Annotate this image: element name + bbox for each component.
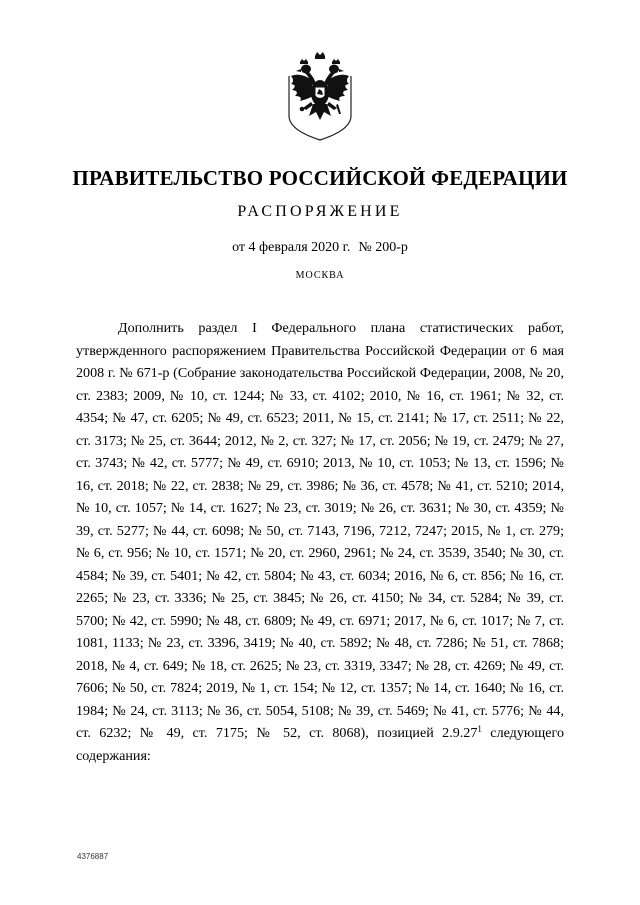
document-id: 4376887 [77,852,109,861]
document-type-heading: РАСПОРЯЖЕНИЕ [237,203,403,220]
position-superscript: 1 [477,724,482,734]
government-title: ПРАВИТЕЛЬСТВО РОССИЙСКОЙ ФЕДЕРАЦИИ [72,166,568,190]
document-date-line [0,240,640,256]
document-number: № 200-р [358,240,408,255]
double-headed-eagle-coat-of-arms-icon [286,50,354,142]
body-paragraph [76,317,564,767]
document-date: от 4 февраля 2020 г. [232,240,351,255]
document-city: МОСКВА [295,270,345,281]
body-paragraph-ending: следующего содержания: [76,725,564,764]
body-paragraph-text: Дополнить раздел I Федерального плана статистических работ, утвержденного распоряжением Правительства Российской Федерации от 6 мая 2008 г. № 671-р (Собрание законодательства Российской Федерации, 2008, № 20, ст. 2383; 2009, № 10, ст. 1244; № 33, ст. 4102; 2010, № 16, ст. 1961; № 32, ст. 4354; № 47, ст. 6205; № 49, ст. 6523; 2011, № 15, ст. 2141; № 17, ст. 2511; № 22, ст. 3173; № 25, ст. 3644; 2012, № 2, ст. 327; № 17, ст. 2056; № 19, ст. 2479; № 27, ст. 3743; № 42, ст. 5777; № 49, ст. 6910; 2013, № 10, ст. 1053; № 13, ст. 1596; № 16, ст. 2018; № 22, ст. 2838; № 29, ст. 3986; № 36, ст. 4578; № 41, ст. 5210; 2014, № 10, ст. 1057; № 14, ст. 1627; № 23, ст. 3019; № 26, ст. 3631; № 30, ст. 4359; № 39, ст. 5277; № 44, ст. 6098; № 50, ст. 7143, 7196, 7212, 7247; 2015, № 1, ст. 279; № 6, ст. 956; № 10, ст. 1571; № 20, ст. 2960, 2961; № 24, ст. 3539, 3540; № 30, ст. 4584; № 39, ст. 5401; № 42, ст. 5804; № 43, ст. 6034; 2016, № 6, ст. 856; № 16, ст. 2265; № 23, ст. 3336; № 25, ст. 3845; № 26, ст. 4150; № 34, ст. 5284; № 39, ст. 5700; № 42, ст. 5990; № 48, ст. 6809; № 49, ст. 6971; 2017, № 6, ст. 1017; № 7, ст. 1081, 1133; № 23, ст. 3396, 3419; № 40, ст. 5892; № 48, ст. 7286; № 51, ст. 7868; 2018, № 4, ст. 649; № 18, ст. 2625; № 23, ст. 3319, 3347; № 28, ст. 4269; № 49, ст. 7606; № 50, ст. 7824; 2019, № 1, ст. 154; № 12, ст. 1357; № 14, ст. 1640; № 16, ст. 1984; № 24, ст. 3113; № 36, ст. 5054, 5108; № 39, ст. 5469; № 41, ст. 5776; № 44, ст. 6232; № 49, ст. 7175; № 52, ст. 8068), позицией 2.9.27 [76,320,564,741]
